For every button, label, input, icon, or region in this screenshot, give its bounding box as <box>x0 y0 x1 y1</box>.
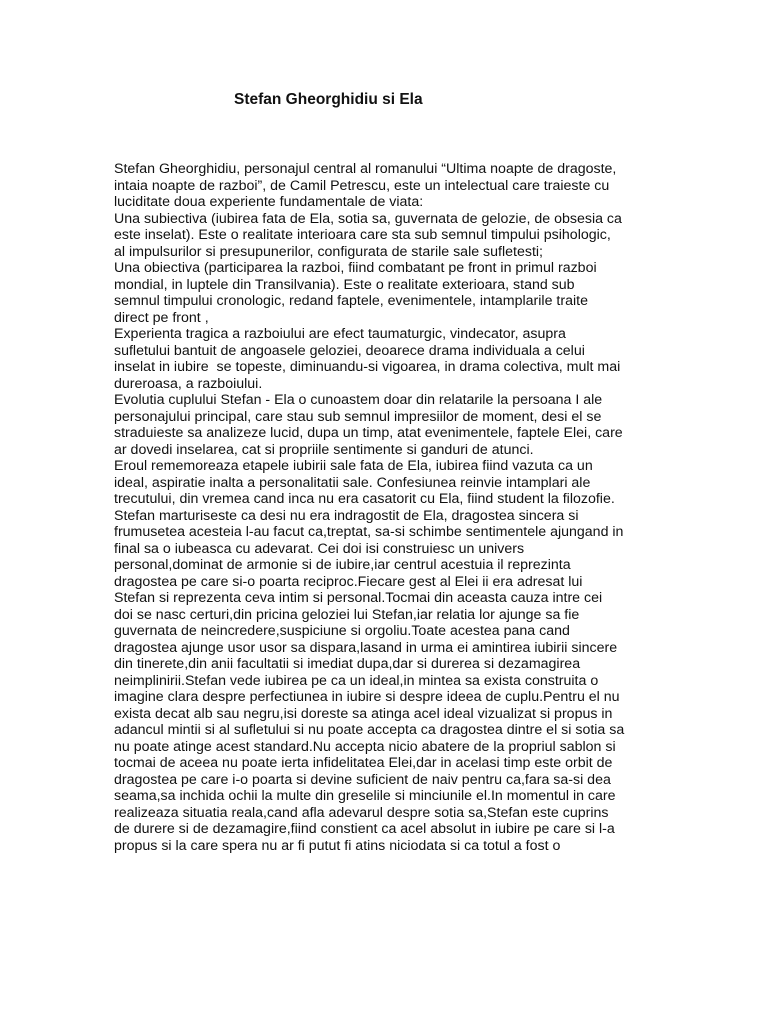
body-line: imagine clara despre perfectiunea in iubire si despre ideea de cuplu.Pentru el nu <box>114 689 620 705</box>
body-line: dragostea pe care si-o poarta reciproc.Fiecare gest al Elei ii era adresat lui <box>114 573 583 590</box>
body-line: frumusetea acesteia l-au facut ca,treptat, sa-si schimbe sentimentele ajungand in <box>114 524 624 540</box>
body-line: personal,dominat de armonie si de iubire,iar centrul acestuia il reprezinta <box>114 557 571 573</box>
body-line: mondial, in luptele din Transilvania). Este o realitate exterioara, stand sub <box>114 276 575 293</box>
body-line: realizeaza situatia reala,cand afla adevarul despre sotia sa,Stefan este cuprins <box>114 804 609 821</box>
body-line: guvernata de neincredere,suspiciune si orgoliu.Toate acestea pana cand <box>114 623 570 639</box>
body-line: de durere si de dezamagire,fiind constient ca acel absolut in iubire pe care si l-a <box>114 821 615 837</box>
body-line: semnul timpului cronologic, redand faptele, evenimentele, intamplarile traite <box>114 293 588 309</box>
body-line: direct pe front , <box>114 309 209 326</box>
body-line: tocmai de aceea nu poate ierta infidelitatea Elei,dar in acelasi timp este orbit de <box>114 755 613 771</box>
body-line: ar dovedi inselarea, cat si propriile sentimente si ganduri de atunci. <box>114 441 534 458</box>
body-line: sufletului bantuit de angoasele geloziei, deoarece drama individuala a celui <box>114 342 585 359</box>
body-line: neimplinirii.Stefan vede iubirea pe ca un ideal,in mintea sa exista construita o <box>114 672 599 689</box>
body-line: luciditate doua experiente fundamentale de viata: <box>114 194 424 210</box>
body-line: Experienta tragica a razboiului are efect taumaturgic, vindecator, asupra <box>114 326 566 342</box>
body-line: trecutului, din vremea cand inca nu era casatorit cu Ela, fiind student la filozofie. <box>114 491 615 507</box>
body-line: Evolutia cuplului Stefan - Ela o cunoastem doar din relatarile la persoana I ale <box>114 392 603 408</box>
body-line: seama,sa inchida ochii la multe din greselile si minciunile el.In momentul in care <box>114 788 616 804</box>
body-line: dragostea pe care i-o poarta si devine suficient de naiv pentru ca,fara sa-si dea <box>114 771 611 788</box>
body-line: doi se nasc certuri,din pricina geloziei lui Stefan,iar relatia lor ajunge sa fie <box>114 606 580 623</box>
body-line: este inselat). Este o realitate interioara care sta sub semnul timpului psihologic, <box>114 227 611 243</box>
body-line: Una subiectiva (iubirea fata de Ela, sotia sa, guvernata de gelozie, de obsesia ca <box>114 210 622 227</box>
body-line: al impulsurilor si presupunerilor, configurata de starile sale sufletesti; <box>114 243 543 260</box>
body-line: final sa o iubeasca cu adevarat. Cei doi isi construiesc un univers <box>114 540 525 557</box>
body-line: straduieste sa analizeze lucid, dupa un timp, atat evenimentele, faptele Elei, care <box>114 425 623 441</box>
body-line: Stefan Gheorghidiu, personajul central al romanului “Ultima noapte de dragoste, <box>114 161 617 177</box>
body-line: dragostea ajunge usor usor sa dispara,lasand in urma ei amintirea iubirii sincere <box>114 639 618 656</box>
body-line: Una obiectiva (participarea la razboi, fiind combatant pe front in primul razboi <box>114 260 597 276</box>
body-line: intaia noapte de razboi”, de Camil Petrescu, este un intelectual care traieste cu <box>114 177 610 194</box>
body-line: dureroasa, a razboiului. <box>114 375 263 392</box>
body-line: propus si la care spera nu ar fi putut fi atins niciodata si ca totul a fost o <box>114 837 561 854</box>
body-line: din tinerete,din anii facultatii si imediat dupa,dar si durerea si dezamagirea <box>114 656 581 672</box>
document-title: Stefan Gheorghidiu si Ela <box>234 91 423 108</box>
body-line: Eroul rememoreaza etapele iubirii sale fata de Ela, iubirea fiind vazuta ca un <box>114 458 593 474</box>
body-line: Stefan marturiseste ca desi nu era indragostit de Ela, dragostea sincera si <box>114 507 579 524</box>
body-line: inselat in iubire se topeste, diminuandu-si vigoarea, in drama colectiva, mult mai <box>114 359 621 375</box>
body-line: exista decat alb sau negru,isi doreste sa atinga acel ideal vizualizat si propus in <box>114 705 613 722</box>
document-body <box>114 161 674 854</box>
body-line: nu poate atinge acest standard.Nu accepta nicio abatere de la propriul sablon si <box>114 738 616 755</box>
body-line: ideal, aspiratie inalta a personalitatii sale. Confesiunea reinvie intamplari ale <box>114 474 591 491</box>
body-line: Stefan si reprezenta ceva intim si personal.Tocmai din aceasta cauza intre cei <box>114 590 603 606</box>
body-line: adancul mintii si al sufletului si nu poate accepta ca dragostea dintre el si sotia sa <box>114 722 625 738</box>
body-line: personajului principal, care stau sub semnul impresiilor de moment, desi el se <box>114 408 602 425</box>
